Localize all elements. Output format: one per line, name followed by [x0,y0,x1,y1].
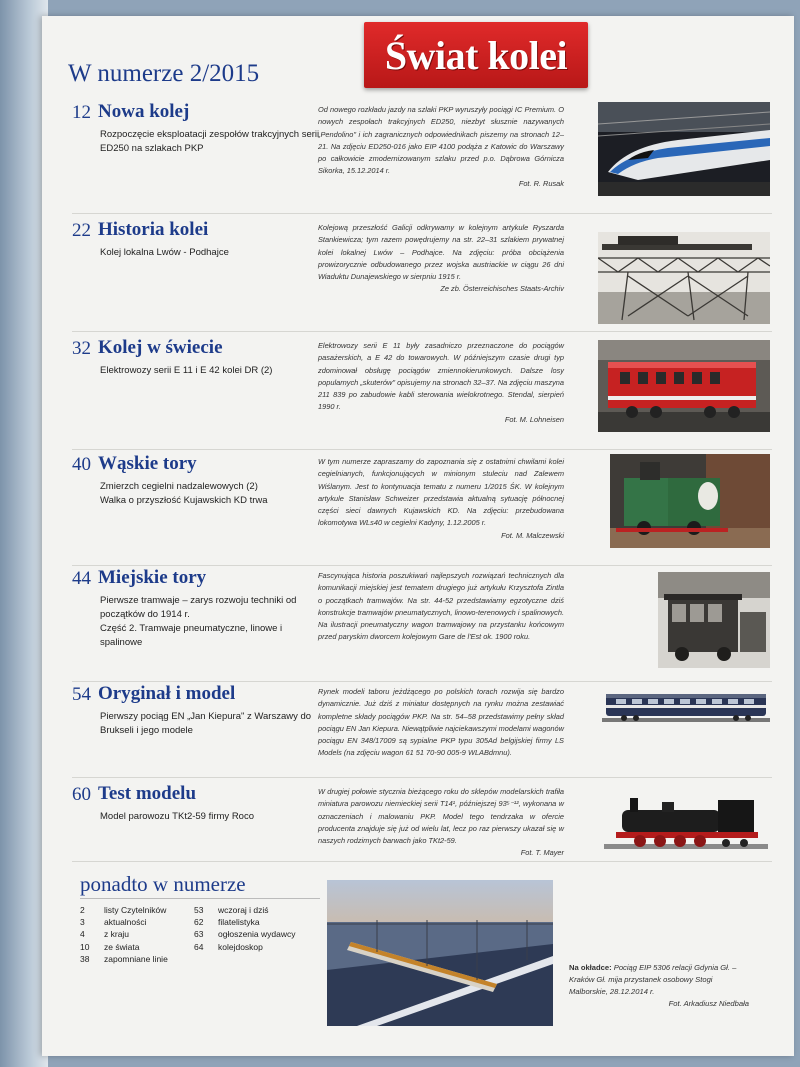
page-number: 2 [80,905,85,915]
page-number: 64 [194,941,204,952]
photo-credit: Fot. M. Lohneisen [504,414,564,424]
extras-list-left [80,904,168,965]
item-label: listy Czytelników [104,905,167,915]
description-text: W tym numerze zapraszamy do zapoznania się z ostatnimi chwilami kolei cegielnianych, funkcjonujących w minionym stuleciu nad Zalewem Wiślanym. Jest to kontynuacja tematu z numeru 1/2015 ŚK. W kolejnym artykule Stanisław Schweizer przedstawia aktualną sytuację północnej części sieci dawnych Kujawskich KD. Na zdjęciu: przebudowana lokomotywa WLs40 w cegielni Kadyny, 1.12.2005 r. [318,457,564,528]
section-subtitles [100,480,320,508]
contents-entry[interactable] [72,454,772,566]
magazine-logo [364,22,588,88]
subtitle: Elektrowozy serii E 11 i E 42 kolei DR (2) [100,365,273,376]
subtitle: Walka o przyszłość Kujawskich KD trwa [100,495,268,506]
page-number: 62 [194,917,204,928]
steam-locomotive-model-photo [602,792,770,854]
contents-entry[interactable] [72,684,772,778]
section-title: Test modelu [98,783,197,804]
page-number: 60 [72,784,91,805]
photo-credit: Fot. R. Rusak [518,178,564,188]
list-item[interactable] [80,904,168,916]
issue-title: W numerze 2/2015 [68,60,260,87]
list-item[interactable] [194,916,295,928]
section-subtitles [100,246,320,260]
page-number: 32 [72,338,91,359]
section-title: Kolej w świecie [98,337,223,358]
item-label: wczoraj i dziś [218,905,269,915]
description-text: Rynek modeli taboru jeżdżącego po polskich torach rozwija się bardzo dynamicznie. Już dziś z miniatur dostępnych na rynku można zestawiać kompletne składy pociągów PKP. Na str. 54–58 przedstawimy pełny skład pociągu EN Jan Kiepura. Niewątpliwie najciekawszymi modelami wagonów pociągu EN 348/17009 są sypialne PKP typu 305Ad belgijskiej firmy LS Models (na zdjęciu wagon 61 51 70-90 005-9 WLABdmnu). [318,687,564,758]
page-number: 63 [194,929,204,940]
page-number: 54 [72,684,91,705]
page-number: 4 [80,929,85,940]
section-description [318,570,564,644]
list-item[interactable] [194,941,295,953]
subtitle: Kolej lokalna Lwów - Podhajce [100,247,229,258]
photo-credit: Fot. T. Mayer [520,848,564,858]
contents-entry[interactable] [72,220,772,332]
item-label: kolejdoskop [218,941,263,952]
section-description [318,456,564,542]
subtitle: Pierwsze tramwaje – zarys rozwoju techniki od początków do 1914 r. [100,595,297,620]
section-title: Nowa kolej [98,101,190,122]
description-text: W drugiej połowie stycznia bieżącego roku do sklepów modelarskich trafiła miniatura parowozu niemieckiej serii T14¹, późniejszej 93⁵⁻¹², wykonana w oznaczeniach i malowaniu PKP. Model tego tendrzaka w ofercie producenta znajduje się już od wielu lat, lecz po raz pierwszy ukazał się w naszych rodzimych barwach jako TKt2-59. [318,787,564,846]
description-text: Od nowego rozkładu jazdy na szlaki PKP wyruszyły pociągi IC Premium. O nowych zespołach trakcyjnych ED250, niezbyt słusznie nazywanych „Pendolino" i ich zagranicznych odpowiednikach piszemy na stronach 12–21. Na zdjęciu ED250-016 jako EIP 4100 podąża z Katowic do Warszawy po całkowicie zmodernizowanym szlaku przed p.o. Dąbrowa Górnicza Sikorka, 15.12.2014 r. [318,105,564,176]
electric-locomotive-photo [598,340,770,432]
list-item[interactable] [80,953,168,965]
photo-credit: Fot. Arkadiusz Niedbała [668,999,749,1008]
magazine-spine-shadow [0,0,48,1067]
section-subtitles [100,594,320,650]
extras-title: ponadto w numerze [80,872,246,896]
photo-credit: Ze zb. Österreichisches Staats-Archiv [440,284,564,294]
section-description [318,222,564,296]
page-number: 22 [72,220,91,241]
item-label: aktualności [104,917,147,928]
contents-entry[interactable] [72,784,772,862]
page-number: 10 [80,941,90,952]
section-description [318,340,564,426]
section-subtitles [100,710,320,738]
item-label: ze świata [104,941,140,952]
description-text: Kolejową przeszłość Galicji odkrywamy w kolejnym artykule Ryszarda Stankiewicza; tym razem powędrujemy na str. 22–31 szlakiem prywatnej kolei lokalnej Lwów – Podhajce. Na zdjęciu: próba obciążenia prowizorycznie odbudowanego przez wojska austriackie w ciągu 26 dni Wiaduktu Dunajewskiego w sierpniu 1915 r. [318,223,564,282]
subtitle: Rozpoczęcie eksploatacji zespołów trakcyjnych serii ED250 na szlakach PKP [100,129,320,154]
contents-entry[interactable] [72,338,772,450]
section-description [318,686,564,760]
contents-page [42,16,794,1056]
cover-caption [569,962,749,1010]
cover-text: Pociąg EIP 5306 relacji Gdynia Gł. – Kraków Gł. mija przystanek osobowy Stogi Malborskie, 28.12.2014 r. [569,963,737,996]
description-text: Elektrowozy serii E 11 były zasadniczo przeznaczone do pociągów pasażerskich, a E 42 do towarowych. W późniejszym czasie drugi typ zdominował obsługę pociągów zmiennokierunkowych. Dalsze losy popularnych „skuterów" opisujemy na stronach 32–37. Na zdjęciu maszyna 211 839 po zabudowie kabli sterowania wielokrotnego. Stendal, sierpień 1990 r. [318,341,564,412]
section-subtitles [100,810,320,824]
section-description [318,786,564,860]
item-label: z kraju [104,929,130,940]
divider [80,898,320,899]
item-label: filatelistyka [218,917,260,928]
page-number: 12 [72,102,91,123]
list-item[interactable] [80,941,168,953]
section-subtitles [100,128,320,156]
viaduct-photo [598,232,770,324]
magazine-logo-text: Świat kolei [384,33,568,78]
section-description [318,104,564,190]
list-item[interactable] [80,928,168,940]
section-title: Historia kolei [98,219,209,240]
cover-label: Na okładce: [569,963,612,972]
extras-list-right [194,904,295,953]
pendolino-photo [598,102,770,196]
narrow-gauge-locomotive-photo [610,454,770,548]
description-text: Fascynująca historia poszukiwań najlepszych rozwiązań technicznych dla komunikacji miejskiej jest tematem drugiego już artykułu Krzysztofa Zintla o początkach tramwajów. Na str. 44-52 przedstawiamy egzotyczne dziś konstrukcje tramwajów pneumatycznych, linowo-terenowych i spalinowych. Na ilustracji pneumatyczny wagon tramwajowy na przystanku końcowym przed paryskim dworcem kolejowym Gare de l'Est ok. 1900 roku. [318,571,564,642]
list-item[interactable] [194,928,295,940]
list-item[interactable] [80,916,168,928]
item-label: zapomniane linie [104,953,168,964]
pneumatic-tram-photo [658,572,770,668]
contents-entry[interactable] [72,568,772,682]
section-title: Oryginał i model [98,683,236,704]
subtitle: Część 2. Tramwaje pneumatyczne, linowe i spalinowe [100,623,283,648]
section-title: Miejskie tory [98,567,207,588]
page-number: 3 [80,917,85,928]
subtitle: Model parowozu TKt2-59 firmy Roco [100,811,254,822]
subtitle: Pierwszy pociąg EN „Jan Kiepura" z Warszawy do Brukseli i jego modele [100,711,312,736]
page-number: 40 [72,454,91,475]
photo-credit: Fot. M. Malczewski [501,530,564,540]
page-number: 44 [72,568,91,589]
list-item[interactable] [194,904,295,916]
item-label: ogłoszenia wydawcy [218,929,296,940]
page-number: 38 [80,953,90,964]
section-subtitles [100,364,320,378]
contents-entry[interactable] [72,102,772,214]
subtitle: Zmierzch cegielni nadzalewowych (2) [100,481,258,492]
cover-photo [327,880,553,1026]
sleeper-car-model-photo [602,688,770,728]
page-number: 53 [194,905,204,915]
section-title: Wąskie tory [98,453,197,474]
